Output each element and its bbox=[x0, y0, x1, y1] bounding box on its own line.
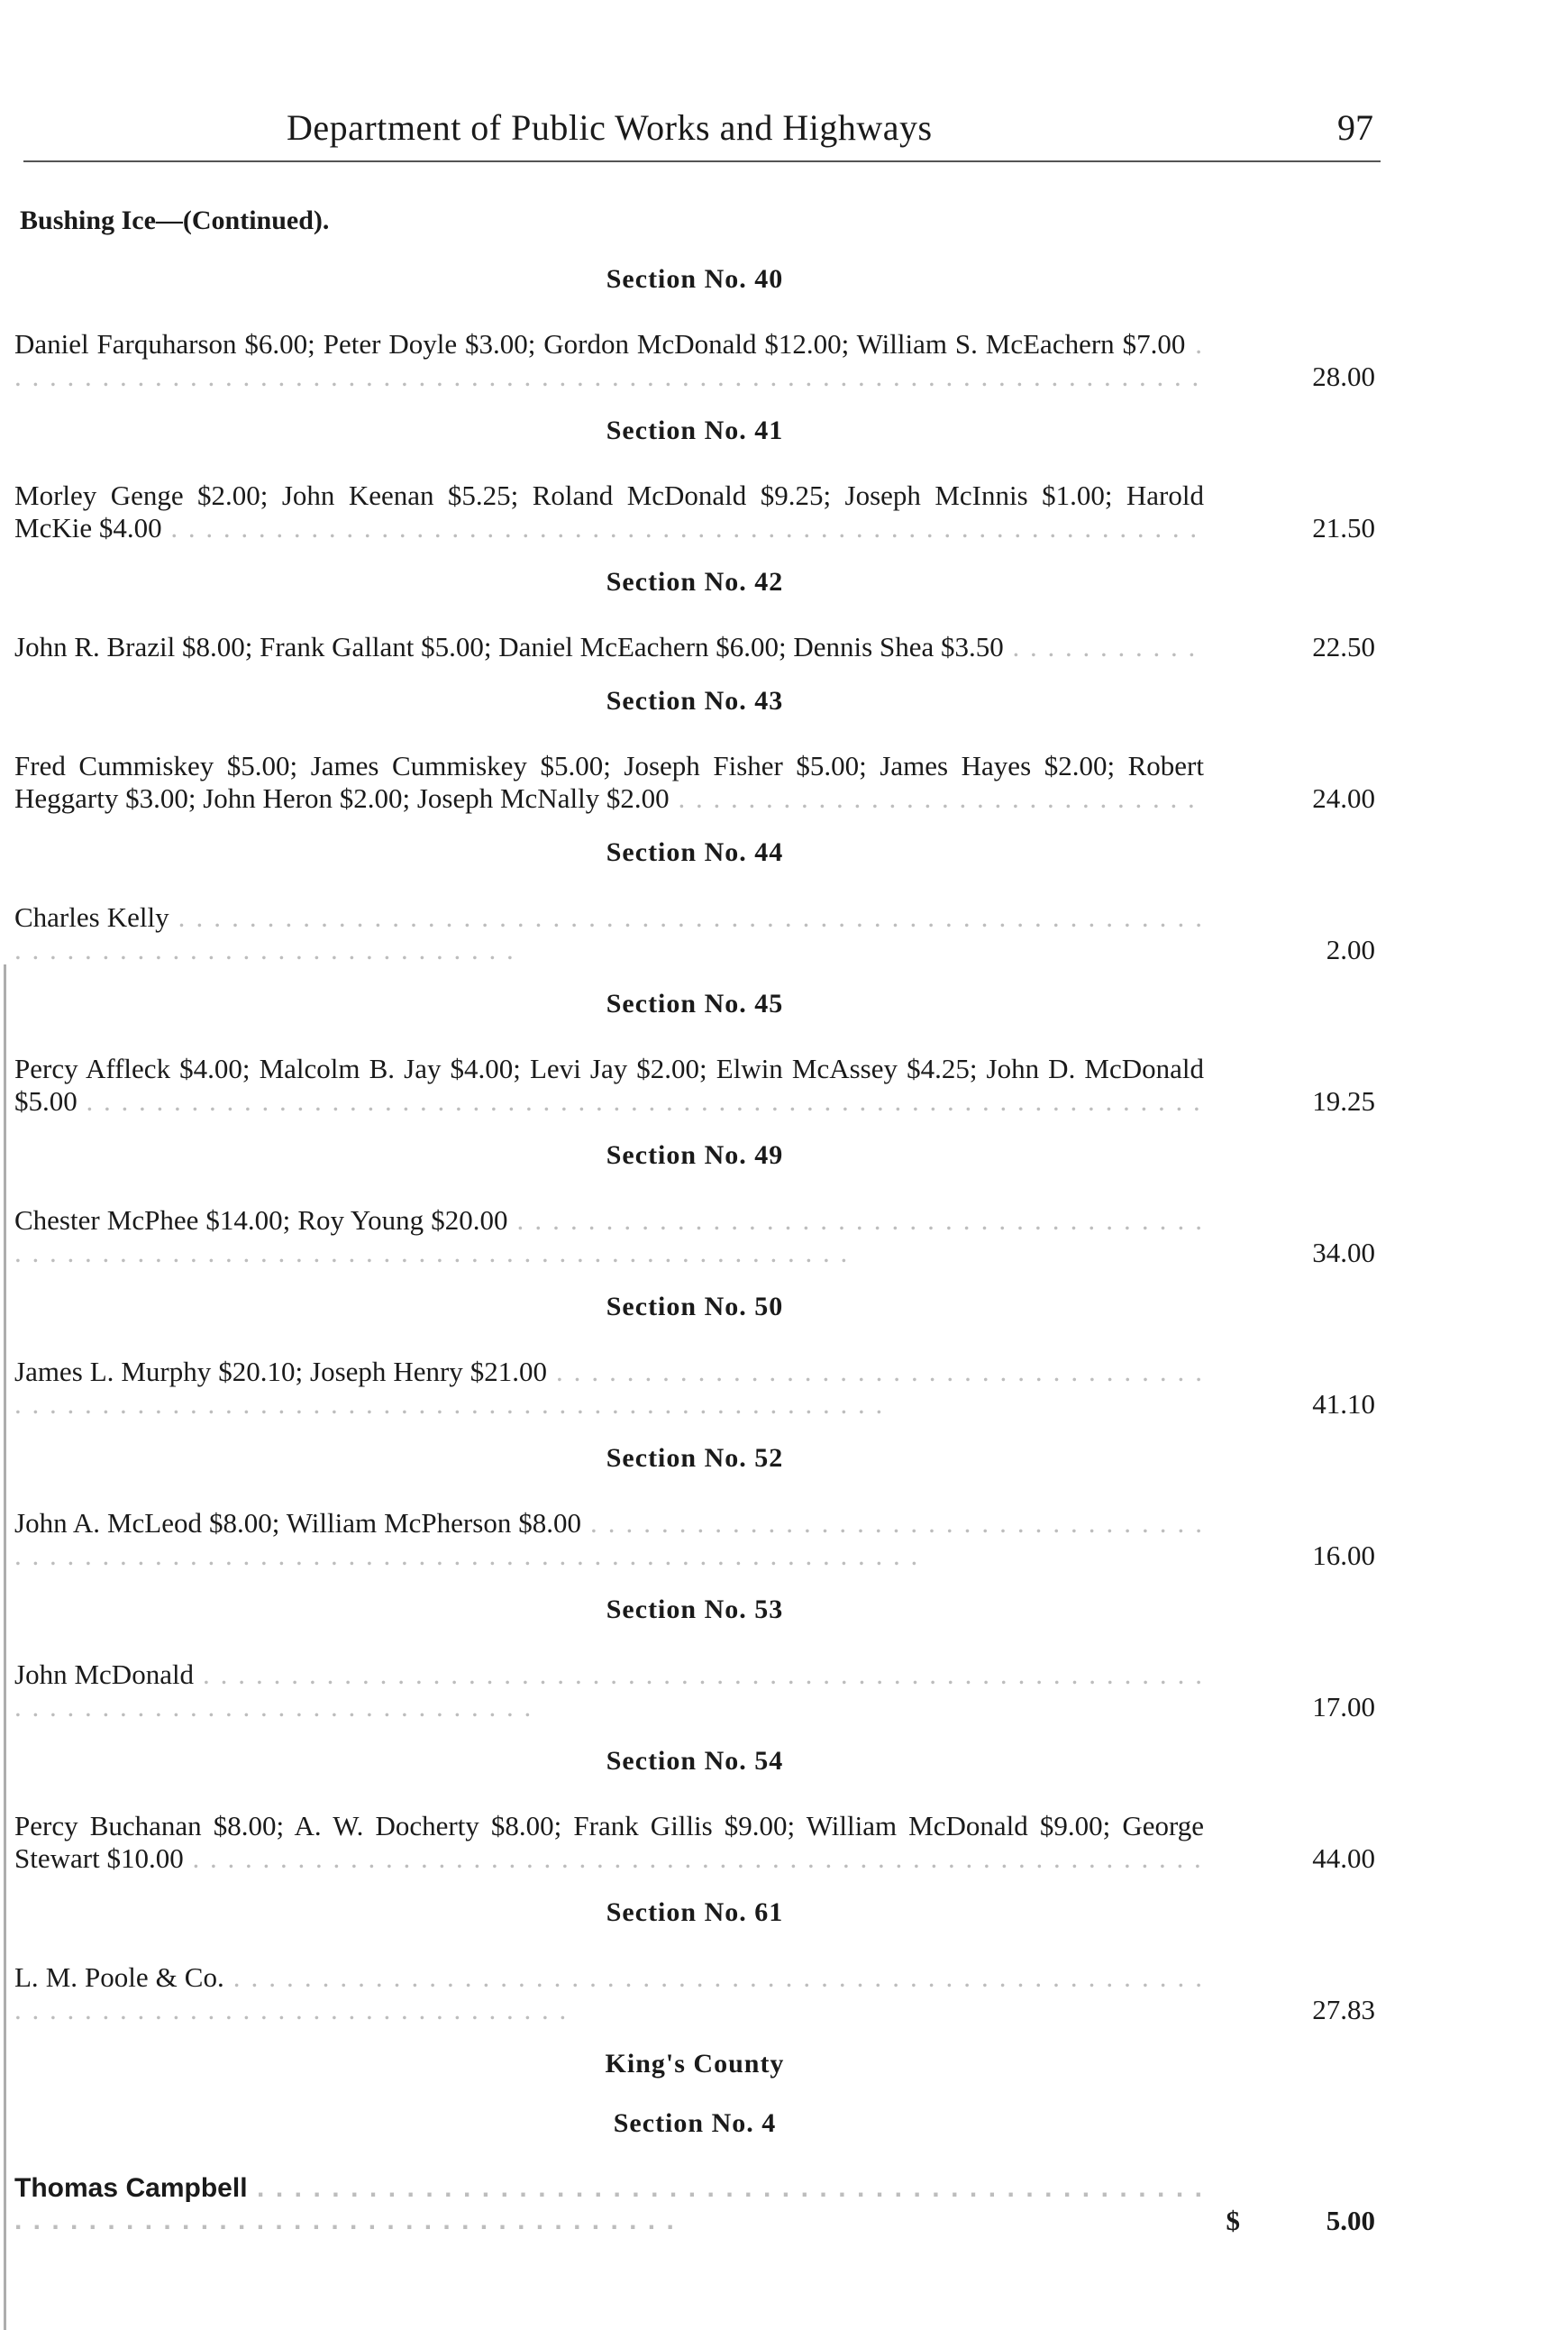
ledger-entry bbox=[14, 480, 1375, 544]
entry-amount: 2.00 bbox=[1326, 934, 1375, 965]
entry-names bbox=[14, 480, 1204, 544]
entry-amount: 24.00 bbox=[1312, 782, 1375, 814]
leader-dots: . . . . . . . . . . . . . . . . . . . . . . . . . . . . . . . . . . . . . . . . . . . . . . . . . . . . . . . . . . bbox=[183, 1842, 1203, 1874]
entry-amount: 5.00 bbox=[1326, 2205, 1375, 2236]
entry-amount: 34.00 bbox=[1312, 1237, 1375, 1268]
entry-text: Percy Affleck $4.00; Malcolm B. Jay $4.00; Levi Jay $2.00; Elwin McAssey $4.25; John D. McDonald $5.00 bbox=[14, 1053, 1204, 1117]
leader-dots: . . . . . . . . . . . . . . . . . . . . . . . . . . . . . . . . . . . . . . . . . . . . . . . . . . . . . . . . . . . . . . . . . . . . . . . . . . . . . . . . . . . . . . . bbox=[14, 1356, 1204, 1420]
leader-dots: . . . . . . . . . . . . . . . . . . . . . . . . . . . . . . . . . . . . . . . . . . . . . . . . . . . . . . . . . . . . . . . . . . . . . . . . . . . . . . . . . . . . . . . bbox=[14, 2173, 1204, 2235]
ledger-entry bbox=[14, 1961, 1375, 2026]
section-heading: Section No. 4 bbox=[613, 2108, 777, 2138]
section-heading: Section No. 53 bbox=[606, 1594, 784, 1624]
page-header bbox=[23, 101, 1381, 162]
ledger-entry bbox=[14, 1658, 1375, 1723]
entry-names bbox=[14, 1658, 1204, 1723]
entry-text: Chester McPhee $14.00; Roy Young $20.00 bbox=[14, 1204, 508, 1236]
entry-amount: 21.50 bbox=[1312, 512, 1375, 544]
margin-rule bbox=[4, 964, 6, 2330]
leader-dots: . . . . . . . . . . . . . . . . . . . . . . . . . . . . . . bbox=[669, 782, 1197, 814]
leader-dots: . . . . . . . . . . . . . . . . . . . . . . . . . . . . . . . . . . . . . . . . . . . . . . . . . . . . . . . . . . . . . . . . . . . . . . . . . . . . . . . . . . . . . . . bbox=[14, 1507, 1204, 1571]
ledger-entry bbox=[14, 631, 1375, 663]
entry-names bbox=[14, 2172, 1204, 2237]
entry-amount: 44.00 bbox=[1312, 1842, 1375, 1874]
dollar-sign: $ bbox=[1226, 2205, 1240, 2236]
section-heading: Section No. 54 bbox=[606, 1746, 784, 1776]
entry-amount: 19.25 bbox=[1312, 1085, 1375, 1117]
ledger-entry bbox=[14, 901, 1375, 966]
ledger-entry bbox=[14, 2172, 1375, 2237]
entry-amount: 28.00 bbox=[1312, 361, 1375, 392]
entry-amount: 27.83 bbox=[1312, 1994, 1375, 2025]
entry-text: Charles Kelly bbox=[14, 901, 169, 933]
section-heading: Section No. 61 bbox=[606, 1897, 784, 1927]
leader-dots: . . . . . . . . . . . . . . . . . . . . . . . . . . . . . . . . . . . . . . . . . . . . . . . . . . . . . . . . . . . . . . . . . . . . . . . . . . . . . . . . . . . . . . . bbox=[14, 1204, 1205, 1268]
entry-names bbox=[14, 328, 1204, 393]
section-heading: Section No. 49 bbox=[606, 1140, 784, 1170]
entry-text: Thomas Campbell bbox=[14, 2173, 248, 2203]
entry-names bbox=[14, 1356, 1204, 1421]
ledger-entry bbox=[14, 1053, 1375, 1118]
entry-text: Morley Genge $2.00; John Keenan $5.25; Roland McDonald $9.25; Joseph McInnis $1.00; Harold McKie $4.00 bbox=[14, 480, 1204, 544]
section-heading: Section No. 43 bbox=[606, 686, 784, 716]
leader-dots: . . . . . . . . . . . . . . . . . . . . . . . . . . . . . . . . . . . . . . . . . . . . . . . . . . . . . . . . . . . . . . . . . . . . . bbox=[14, 328, 1204, 392]
entry-text: Percy Buchanan $8.00; A. W. Docherty $8.00; Frank Gillis $9.00; William McDonald $9.00; George Stewart $10.00 bbox=[14, 1810, 1204, 1874]
section-heading: Section No. 52 bbox=[606, 1443, 784, 1473]
entry-names bbox=[14, 1204, 1204, 1269]
leader-dots: . . . . . . . . . . . . . . . . . . . . . . . . . . . . . . . . . . . . . . . . . . . . . . . . . . . . . . . . . . . . . . . . . . . . . . . . . . . . . . . . . . . . . . . bbox=[14, 901, 1204, 965]
ledger-entry bbox=[14, 1507, 1375, 1572]
section-heading: Section No. 45 bbox=[606, 989, 784, 1019]
entry-text: John A. McLeod $8.00; William McPherson $8.00 bbox=[14, 1507, 582, 1539]
section-heading: Section No. 42 bbox=[606, 567, 784, 597]
ledger-entry bbox=[14, 1810, 1375, 1875]
entry-text: Daniel Farquharson $6.00; Peter Doyle $3.00; Gordon McDonald $12.00; William S. McEachern $7.00 bbox=[14, 328, 1186, 360]
entry-text: James L. Murphy $20.10; Joseph Henry $21.00 bbox=[14, 1356, 548, 1387]
leader-dots: . . . . . . . . . . . . . . . . . . . . . . . . . . . . . . . . . . . . . . . . . . . . . . . . . . . . . . . . . . . . . . . . bbox=[77, 1085, 1202, 1117]
entry-names bbox=[14, 901, 1204, 966]
section-heading: Section No. 40 bbox=[606, 264, 784, 294]
entry-amount: 22.50 bbox=[1312, 631, 1375, 662]
page-number: 97 bbox=[1337, 107, 1373, 148]
leader-dots: . . . . . . . . . . . . . . . . . . . . . . . . . . . . . . . . . . . . . . . . . . . . . . . . . . . . . . . . . . . . . . . . . . . . . . . . . . . . . . . . . . . . . . . bbox=[14, 1658, 1204, 1722]
entry-text: Fred Cummiskey $5.00; James Cummiskey $5.00; Joseph Fisher $5.00; James Hayes $2.00; Robert Heggarty $3.00; John Heron $2.00; Joseph McNally $2.00 bbox=[14, 750, 1204, 814]
ledger-entry bbox=[14, 1204, 1375, 1269]
county-heading: King's County bbox=[605, 2049, 785, 2079]
section-heading: Section No. 44 bbox=[606, 837, 784, 867]
entry-amount: 17.00 bbox=[1312, 1691, 1375, 1722]
leader-dots: . . . . . . . . . . . . . . . . . . . . . . . . . . . . . . . . . . . . . . . . . . . . . . . . . . . . . . . . . . . . . . . . . . . . . . . . . . . . . . . . . . . . . . . bbox=[14, 1961, 1205, 2025]
entry-names bbox=[14, 1053, 1204, 1118]
entry-names bbox=[14, 1961, 1204, 2026]
entry-amount: 16.00 bbox=[1312, 1540, 1375, 1571]
section-heading: Section No. 50 bbox=[606, 1292, 784, 1321]
ledger-body bbox=[14, 263, 1375, 2259]
entry-names bbox=[14, 1810, 1204, 1875]
entry-text: John R. Brazil $8.00; Frank Gallant $5.00; Daniel McEachern $6.00; Dennis Shea $3.50 bbox=[14, 631, 1004, 662]
entry-names bbox=[14, 1507, 1204, 1572]
leader-dots: . . . . . . . . . . . . . . . . . . . . . . . . . . . . . . . . . . . . . . . . . . . . . . . . . . . . . . . . . . . bbox=[161, 512, 1199, 544]
entry-names bbox=[14, 631, 1204, 663]
entry-names bbox=[14, 750, 1204, 815]
leader-dots: . . . . . . . . . . . bbox=[1003, 631, 1198, 662]
page-title: Department of Public Works and Highways bbox=[287, 107, 933, 148]
ledger-entry bbox=[14, 750, 1375, 815]
entry-amount: 41.10 bbox=[1312, 1388, 1375, 1420]
continued-heading: Bushing Ice—(Continued). bbox=[20, 206, 330, 235]
entry-text: L. M. Poole & Co. bbox=[14, 1961, 224, 1993]
entry-text: John McDonald bbox=[14, 1658, 195, 1690]
section-heading: Section No. 41 bbox=[606, 416, 784, 445]
ledger-entry bbox=[14, 1356, 1375, 1421]
ledger-entry bbox=[14, 328, 1375, 393]
